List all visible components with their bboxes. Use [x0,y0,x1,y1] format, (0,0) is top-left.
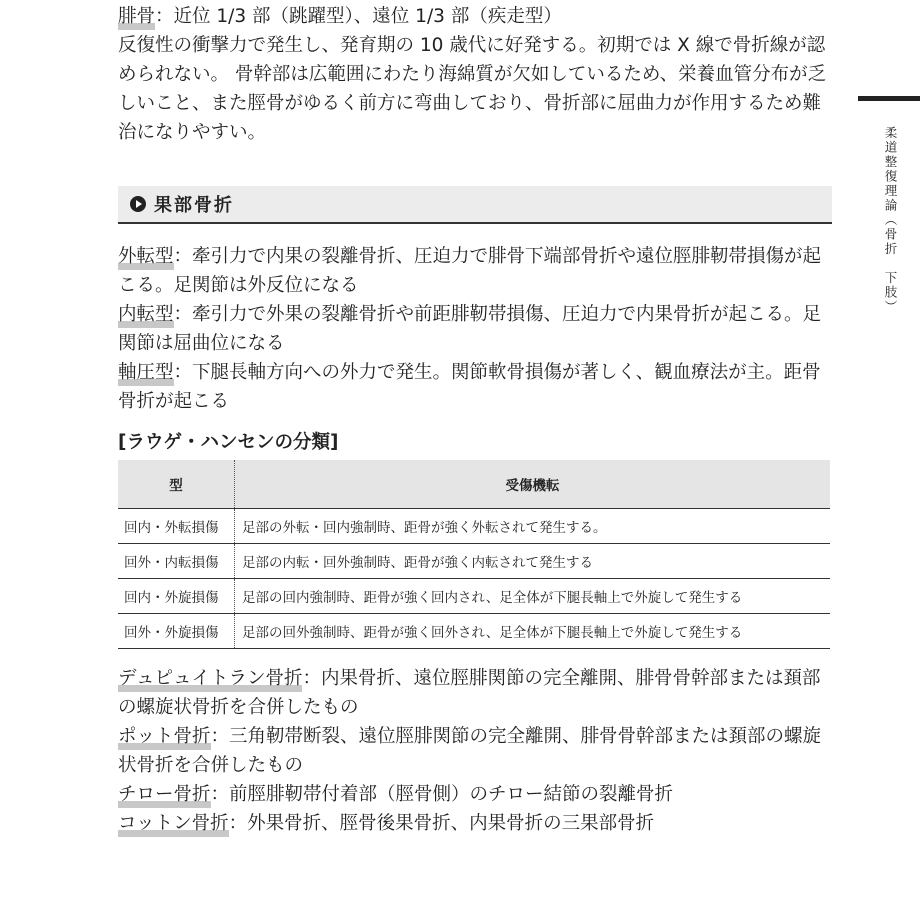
fibula-line [118,2,838,31]
type-term: 内転型 [118,300,174,329]
malleolar-types [118,242,838,416]
eponym-term: ポット骨折 [118,722,211,751]
table-row [118,509,830,544]
eponym-item-cotton [118,809,838,838]
eponym-item-pott [118,722,838,780]
type-item-adduction [118,300,838,358]
fibula-term: 腓骨 [118,2,155,31]
section-header-bar [118,186,832,224]
table-header-row [118,460,830,509]
table-row [118,544,830,579]
table-cell-type: 回外・内転損傷 [118,544,235,579]
classification-heading: [ラウゲ・ハンセンの分類] [118,432,339,453]
fatigue-fracture-description: 反復性の衝撃力で発生し、発育期の 10 歳代に好発する。初期では X 線で骨折線が認められない。 骨幹部は広範囲にわたり海綿質が欠如しているため、栄養血管分布が乏しいこと、また脛骨がゆるく前方に弯曲しており、骨折部に屈曲力が作用するため難治になりやすい。 [118,35,827,143]
eponym-item-tillaux [118,780,838,809]
type-term: 外転型 [118,242,174,271]
table-cell-mechanism: 足部の回内強制時、距骨が強く回内され、足全体が下腿長軸上で外旋して発生する [235,579,831,614]
fibula-locations: ：近位 1/3 部（跳躍型）、遠位 1/3 部（疾走型） [155,6,562,27]
eponym-text: ：内果骨折、遠位脛腓関節の完全離開、腓骨骨幹部または頚部の螺旋状骨折を合併したもの [118,668,821,718]
table-cell-mechanism: 足部の回外強制時、距骨が強く回外され、足全体が下腿長軸上で外旋して発生する [235,614,831,649]
play-circle-icon [130,196,146,212]
eponym-text: ：前脛腓靭帯付着部（脛骨側）のチロー結節の裂離骨折 [210,784,674,805]
table-cell-type: 回外・外旋損傷 [118,614,235,649]
intro-paragraph [118,2,838,147]
section-title: 果部骨折 [154,195,234,216]
eponym-term: コットン骨折 [118,809,229,838]
type-text: ：牽引力で内果の裂離骨折、圧迫力で腓骨下端部骨折や遠位脛腓靭帯損傷が起こる。足関節は外反位になる [118,246,822,296]
type-term: 軸圧型 [118,358,174,387]
eponym-term: チロー骨折 [118,780,211,809]
type-item-axial [118,358,838,416]
type-item-abduction [118,242,838,300]
eponym-fractures [118,664,838,838]
eponym-text: ：三角靭帯断裂、遠位脛腓関節の完全離開、腓骨骨幹部または頚部の螺旋状骨折を合併したもの [118,726,822,776]
table-cell-mechanism: 足部の外転・回内強制時、距骨が強く外転されて発生する。 [235,509,831,544]
table-cell-type: 回内・外転損傷 [118,509,235,544]
eponym-term: デュピュイトラン骨折 [118,664,302,693]
eponym-item-dupuytren [118,664,838,722]
table-row [118,614,830,649]
side-tab-rule [858,96,920,101]
table-row [118,579,830,614]
type-text: ：牽引力で外果の裂離骨折や前距腓靭帯損傷、圧迫力で内果骨折が起こる。足関節は屈曲位になる [118,304,822,354]
eponym-text: ：外果骨折、脛骨後果骨折、内果骨折の三果部骨折 [228,813,655,834]
type-text: ：下腿長軸方向への外力で発生。関節軟骨損傷が著しく、観血療法が主。距骨骨折が起こる [118,362,821,412]
table-cell-mechanism: 足部の内転・回外強制時、距骨が強く内転されて発生する [235,544,831,579]
column-header-type: 型 [118,460,235,509]
column-header-mechanism: 受傷機転 [235,460,831,509]
side-tab-label: 柔道整復理論（骨折 下肢） [883,126,898,315]
classification-table [118,460,830,649]
table-cell-type: 回内・外旋損傷 [118,579,235,614]
